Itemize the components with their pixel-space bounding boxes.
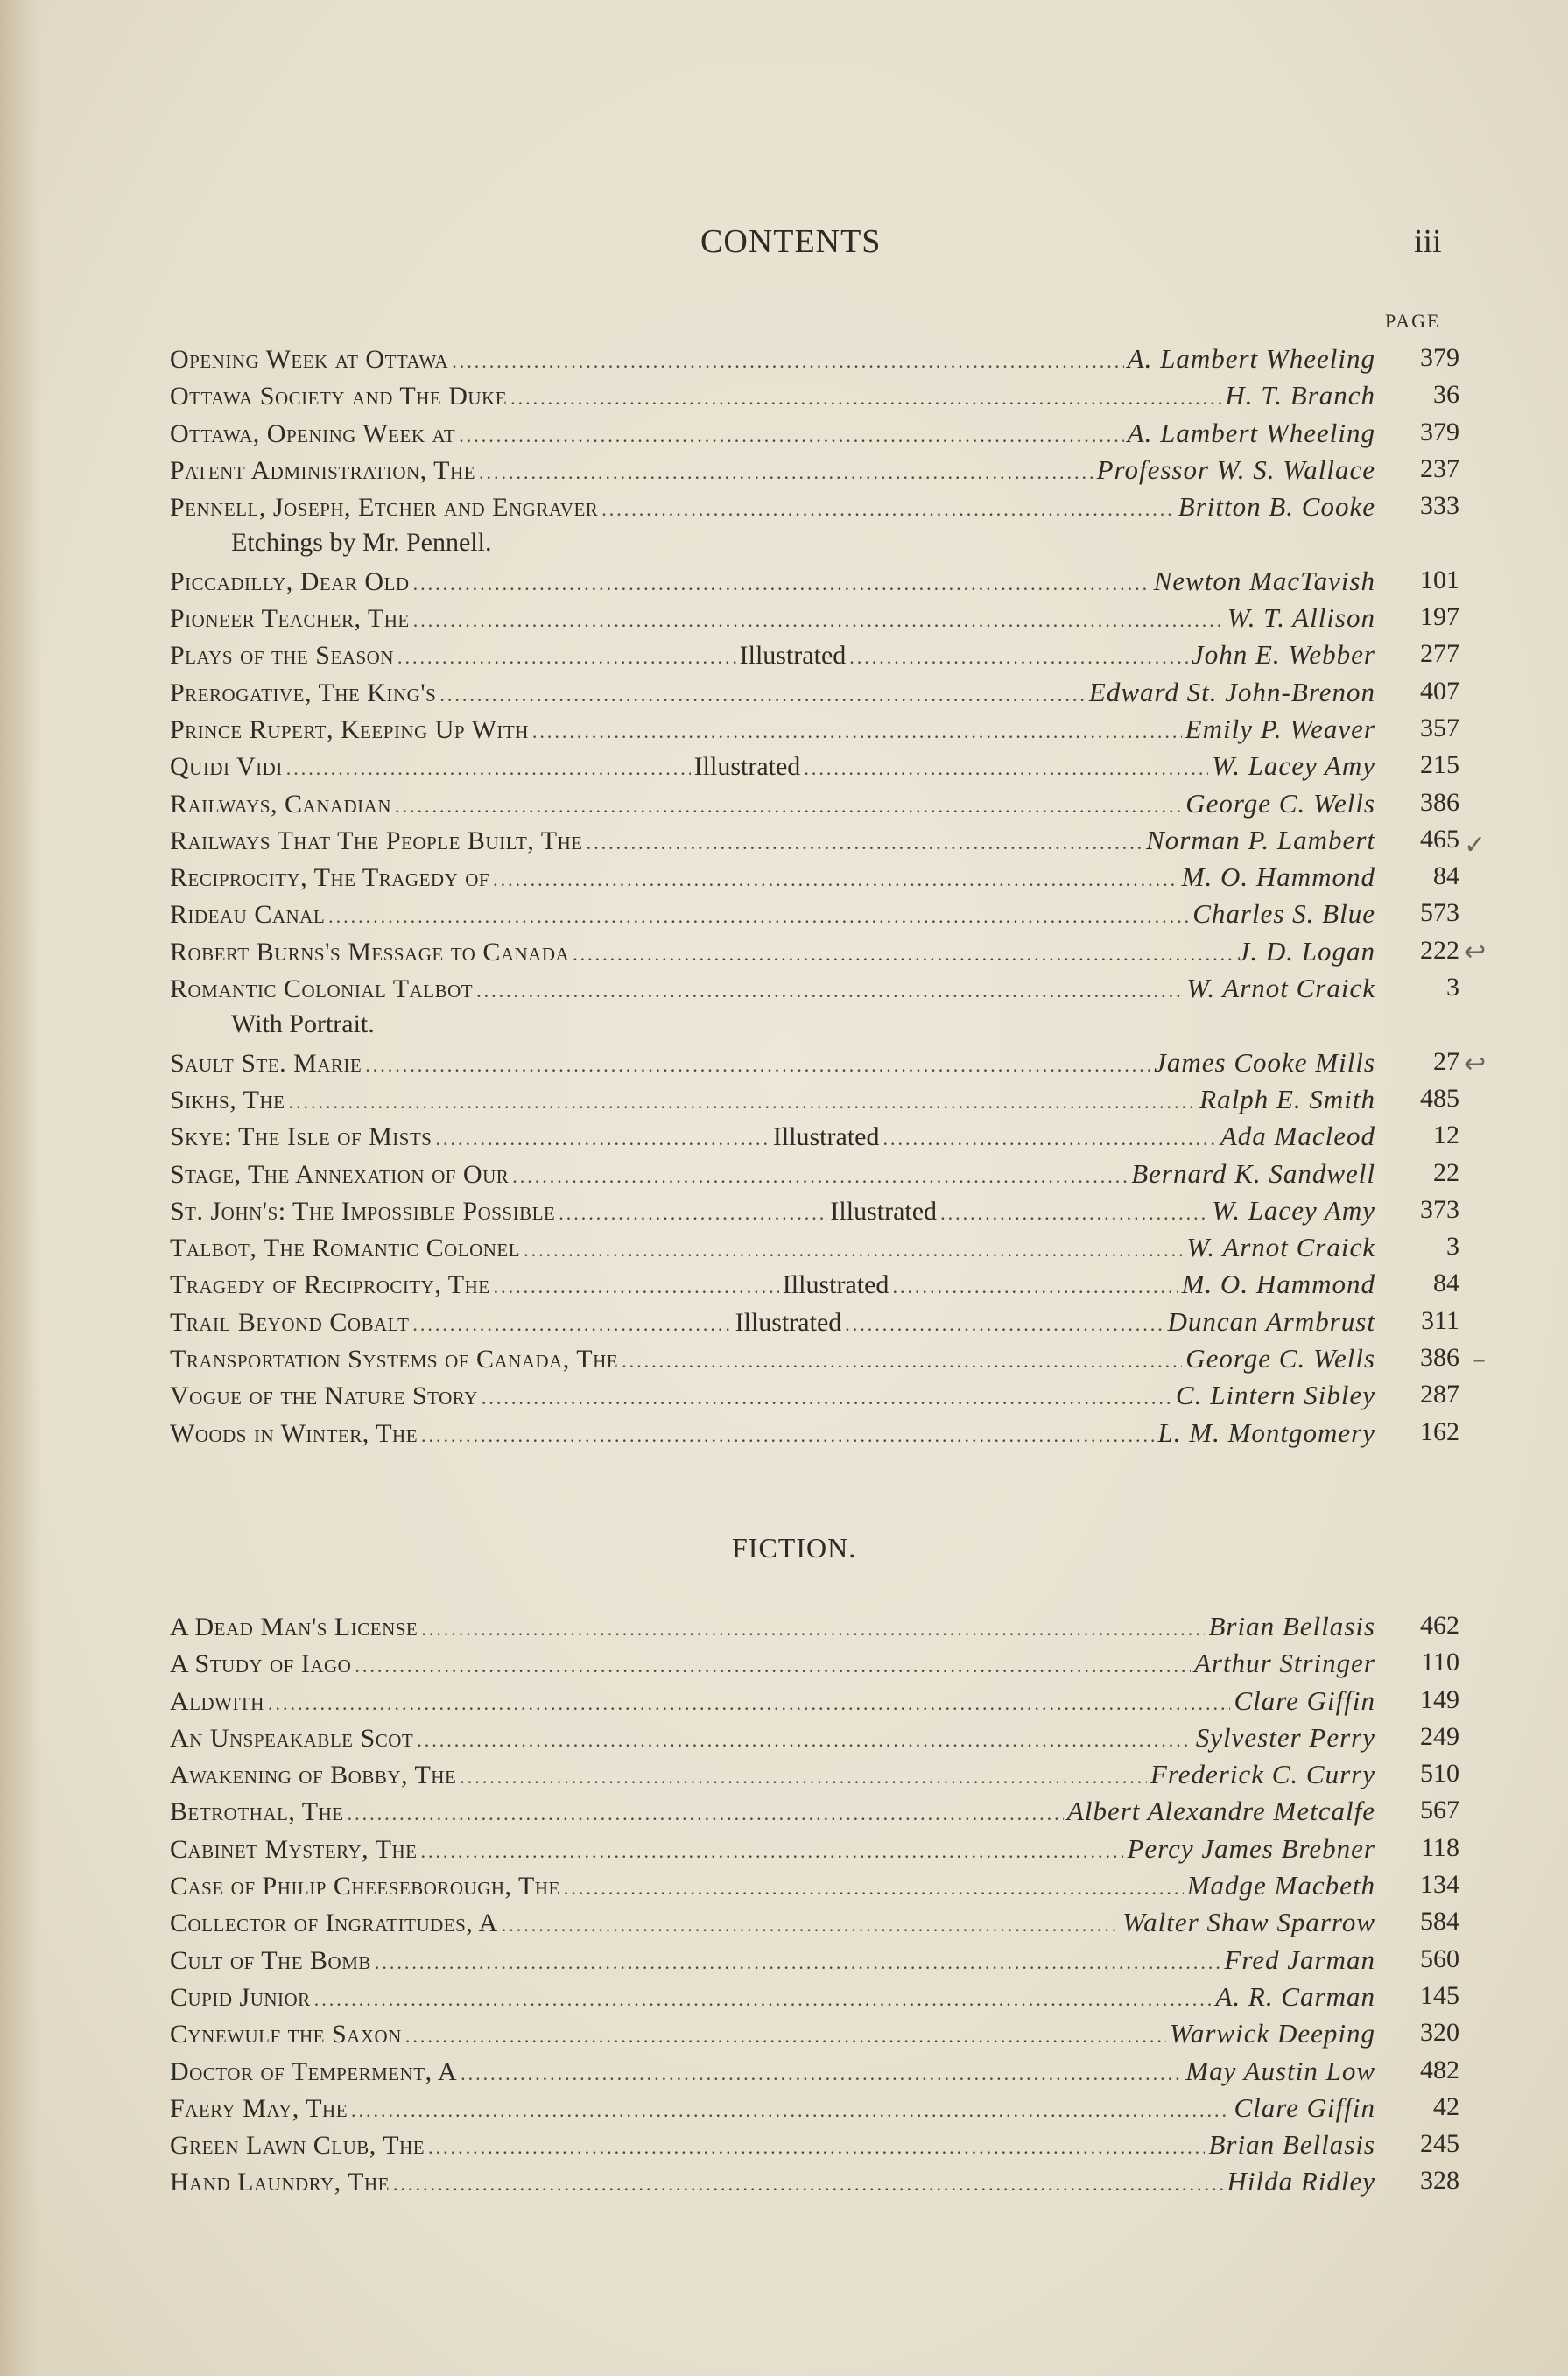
dot-leader: [460, 1766, 1147, 1789]
dot-leader: [286, 757, 691, 780]
entry-title: Quidi Vidi: [170, 752, 283, 782]
page-number: iii: [1414, 223, 1442, 260]
toc-entry: [170, 380, 1459, 417]
entry-author: Walter Shaw Sparrow: [1122, 1907, 1375, 1938]
toc-entry-main: [170, 1759, 1375, 1790]
entry-author: Hilda Ridley: [1227, 2166, 1375, 2197]
entry-title: Plays of the Season: [170, 641, 394, 671]
dot-leader: [428, 2136, 1205, 2159]
page-column-label: PAGE: [1385, 310, 1441, 332]
dot-leader: [459, 425, 1123, 447]
toc-entry: [170, 1648, 1459, 1684]
entry-page-number: 465: [1420, 824, 1459, 854]
toc-entry-main: [170, 1685, 1375, 1717]
toc-entry-main: [170, 1611, 1375, 1642]
entry-title: Tragedy of Reciprocity, The: [170, 1270, 490, 1300]
dot-leader: [439, 684, 1086, 706]
dot-leader: [452, 350, 1123, 373]
toc-entry-main: [170, 973, 1375, 1004]
entry-title: Railways, Canadian: [170, 789, 392, 819]
entry-page-number: 222: [1420, 935, 1459, 965]
entry-author: Ralph E. Smith: [1199, 1083, 1375, 1114]
entry-title: Collector of Ingratitudes, A: [170, 1909, 498, 1938]
toc-entry-main: [170, 1981, 1375, 2013]
dot-leader: [314, 1988, 1213, 2011]
toc-entry: [170, 1158, 1459, 1195]
entry-title: Cupid Junior: [170, 1982, 311, 2012]
toc-entry-main: [170, 2166, 1375, 2197]
entry-note: Illustrated: [782, 1270, 889, 1300]
dot-leader: [355, 1655, 1191, 1677]
toc-entry: [170, 1047, 1459, 1084]
entry-title: Sault Ste. Marie: [170, 1048, 362, 1078]
entry-page-number: 245: [1420, 2129, 1459, 2159]
dot-leader: [395, 795, 1182, 818]
entry-author: Clare Giffin: [1234, 2091, 1375, 2123]
toc-entry: [170, 714, 1459, 750]
entry-title: Green Lawn Club, The: [170, 2131, 425, 2161]
dot-leader: [882, 1128, 1216, 1150]
toc-entry: [170, 1611, 1459, 1648]
entry-author: Bernard K. Sandwell: [1131, 1157, 1375, 1189]
toc-entry-main: [170, 1944, 1375, 1976]
entry-subnote: With Portrait.: [231, 1009, 375, 1039]
dot-leader: [412, 1313, 731, 1336]
toc-entry-main: [170, 1047, 1375, 1079]
dot-leader: [420, 1840, 1123, 1863]
entry-page-number: 386: [1420, 787, 1459, 817]
toc-entry-main: [170, 677, 1375, 708]
toc-entry-main: [170, 454, 1375, 486]
entry-title: Piccadilly, Dear Old: [170, 566, 410, 596]
toc-entry-main: [170, 861, 1375, 893]
entry-author: A. Lambert Wheeling: [1127, 343, 1375, 374]
entry-author: Frederick C. Curry: [1150, 1759, 1375, 1790]
entry-author: James Cooke Mills: [1154, 1046, 1375, 1078]
toc-entry-main: [170, 1195, 1375, 1227]
margin-dash-mark: ↩: [1464, 937, 1487, 967]
entry-title: Opening Week at Ottawa: [170, 345, 449, 374]
entry-title: Stage, The Annexation of Our: [170, 1159, 510, 1189]
entry-title: Awakening of Bobby, The: [170, 1761, 457, 1790]
dot-leader: [393, 2173, 1224, 2196]
entry-author: Norman P. Lambert: [1146, 824, 1375, 855]
entry-page-number: 373: [1420, 1194, 1459, 1224]
dot-leader: [532, 721, 1182, 743]
toc-entry: [170, 1759, 1459, 1796]
entry-author: A. Lambert Wheeling: [1127, 417, 1375, 448]
entry-note: Illustrated: [735, 1307, 842, 1337]
toc-entry: [170, 825, 1459, 861]
entry-title: Romantic Colonial Talbot: [170, 974, 474, 1004]
entry-author: May Austin Low: [1185, 2055, 1375, 2086]
toc-entry: [170, 861, 1459, 898]
toc-entry-main: [170, 1648, 1375, 1679]
margin-dash-mark: ↩: [1464, 1049, 1487, 1079]
dot-leader: [804, 757, 1208, 780]
toc-entry-main: [170, 1232, 1375, 1263]
entry-title: Sikhs, The: [170, 1085, 285, 1114]
entry-author: M. O. Hammond: [1181, 1269, 1375, 1300]
dot-leader: [524, 1239, 1183, 1262]
toc-entry: [170, 1084, 1459, 1121]
entry-page-number: 118: [1421, 1832, 1459, 1862]
entry-page-number: 462: [1420, 1611, 1459, 1640]
toc-entry: [170, 2129, 1459, 2166]
toc-entry: [170, 1121, 1459, 1157]
toc-entry-main: [170, 1796, 1375, 1827]
toc-entry-main: [170, 1084, 1375, 1115]
entry-title: Hand Laundry, The: [170, 2168, 390, 2197]
toc-entry: [170, 936, 1459, 973]
dot-leader: [510, 387, 1221, 410]
dot-leader: [479, 461, 1093, 484]
entry-page-number: 277: [1420, 639, 1459, 669]
toc-entry: [170, 343, 1459, 380]
entry-note: Illustrated: [693, 752, 801, 782]
entry-page-number: 386: [1420, 1343, 1459, 1373]
entry-page-number: 3: [1446, 1232, 1459, 1262]
entry-title: Ottawa, Opening Week at: [170, 418, 456, 448]
toc-entry: [170, 491, 1459, 528]
dot-leader: [559, 1202, 826, 1225]
toc-entry-main: [170, 380, 1375, 411]
dot-leader: [397, 646, 736, 669]
entry-author: Ada Macleod: [1220, 1121, 1375, 1152]
entry-title: Talbot, The Romantic Colonel: [170, 1234, 521, 1263]
entry-author: M. O. Hammond: [1181, 861, 1375, 893]
entry-title: Patent Administration, The: [170, 455, 475, 485]
entry-page-number: 573: [1420, 898, 1459, 928]
entry-author: Albert Alexandre Metcalfe: [1066, 1796, 1375, 1827]
dot-leader: [494, 1276, 779, 1298]
entry-author: Britton B. Cooke: [1178, 491, 1375, 523]
dot-leader: [365, 1054, 1150, 1077]
entry-author: Emily P. Weaver: [1185, 713, 1375, 744]
dot-leader: [268, 1692, 1230, 1715]
toc-entry-main: [170, 639, 1375, 671]
entry-author: Madge Macbeth: [1186, 1870, 1375, 1902]
entry-title: Prerogative, The King's: [170, 678, 437, 707]
entry-page-number: 145: [1420, 1980, 1459, 2010]
dot-leader: [493, 868, 1178, 891]
entry-title: A Study of Iago: [170, 1649, 352, 1679]
dot-leader: [476, 980, 1183, 1002]
toc-entry-main: [170, 343, 1375, 375]
entry-page-number: 110: [1421, 1648, 1459, 1677]
entry-author: H. T. Branch: [1225, 380, 1375, 411]
toc-entry: [170, 418, 1459, 454]
entry-page-number: 407: [1420, 676, 1459, 706]
dot-leader: [413, 609, 1224, 632]
toc-entry: [170, 1944, 1459, 1981]
entry-page-number: 22: [1433, 1157, 1459, 1187]
entry-page-number: 3: [1446, 973, 1459, 1002]
toc-entry-main: [170, 566, 1375, 597]
dot-leader: [564, 1877, 1184, 1900]
toc-entry: [170, 1195, 1459, 1232]
entry-title: Ottawa Society and The Duke: [170, 382, 508, 411]
dot-leader: [573, 943, 1234, 966]
margin-dash-mark: –: [1473, 1345, 1486, 1375]
toc-entry: [170, 788, 1459, 825]
entry-title: Woods in Winter, The: [170, 1418, 418, 1448]
toc-entry-main: [170, 1722, 1375, 1754]
toc-entry-main: [170, 898, 1375, 930]
entry-note: Illustrated: [830, 1196, 938, 1226]
toc-entry: [170, 1380, 1459, 1416]
entry-title: Trail Beyond Cobalt: [170, 1307, 410, 1337]
dot-leader: [601, 498, 1174, 521]
entry-author: Brian Bellasis: [1208, 2129, 1375, 2161]
toc-entry-main: [170, 2056, 1375, 2087]
toc-entry: [170, 639, 1459, 676]
dot-leader: [375, 1951, 1221, 1974]
entry-author: George C. Wells: [1185, 787, 1375, 819]
toc-entry: [170, 1306, 1459, 1343]
entry-author: Brian Bellasis: [1208, 1611, 1375, 1641]
entry-page-number: 134: [1420, 1870, 1459, 1900]
toc-entry-main: [170, 1417, 1375, 1449]
page-title: CONTENTS: [700, 223, 882, 260]
toc-entry: [170, 1417, 1459, 1454]
entry-author: W. Arnot Craick: [1186, 1232, 1375, 1263]
toc-entry: [170, 1722, 1459, 1759]
toc-entry-main: [170, 714, 1375, 745]
entry-title: Pioneer Teacher, The: [170, 604, 410, 634]
fiction-heading: FICTION.: [732, 1532, 857, 1564]
toc-entry-main: [170, 1121, 1375, 1152]
entry-author: Fred Jarman: [1224, 1944, 1375, 1975]
toc-entry-main: [170, 2018, 1375, 2049]
dot-leader: [622, 1350, 1182, 1373]
entry-title: Reciprocity, The Tragedy of: [170, 863, 490, 893]
entry-title: Railways That The People Built, The: [170, 826, 583, 855]
toc-entry: [170, 677, 1459, 714]
toc-entry-main: [170, 1269, 1375, 1300]
entry-page-number: 320: [1420, 2018, 1459, 2048]
dot-leader: [502, 1914, 1119, 1937]
entry-author: Charles S. Blue: [1192, 898, 1375, 930]
entry-author: Warwick Deeping: [1169, 2018, 1375, 2049]
entry-author: Arthur Stringer: [1193, 1648, 1375, 1679]
toc-entry-main: [170, 602, 1375, 634]
entry-title: Pennell, Joseph, Etcher and Engraver: [170, 493, 599, 523]
dot-leader: [421, 1618, 1205, 1641]
entry-author: C. Lintern Sibley: [1176, 1380, 1375, 1411]
entry-page-number: 584: [1420, 1907, 1459, 1937]
toc-entry: [170, 973, 1459, 1009]
toc-entry: [170, 1833, 1459, 1870]
toc-entry: [170, 1343, 1459, 1380]
entry-page-number: 287: [1420, 1380, 1459, 1409]
dot-leader: [849, 646, 1188, 669]
toc-entry-main: [170, 1907, 1375, 1938]
entry-title: Skye: The Isle of Mists: [170, 1122, 432, 1152]
dot-leader: [892, 1276, 1178, 1298]
entry-subnote-row: [170, 528, 1459, 565]
toc-entry: [170, 750, 1459, 787]
toc-entry-main: [170, 2129, 1375, 2161]
toc-entry-main: [170, 936, 1375, 967]
entry-page-number: 12: [1433, 1121, 1459, 1150]
entry-author: W. Arnot Craick: [1186, 973, 1375, 1004]
dot-leader: [940, 1202, 1208, 1225]
toc-entry: [170, 898, 1459, 935]
entry-author: A. R. Carman: [1215, 1980, 1375, 2012]
entry-author: Percy James Brebner: [1127, 1832, 1375, 1864]
toc-entry-main: [170, 1306, 1375, 1338]
toc-entry: [170, 1232, 1459, 1269]
page-binding-edge: [0, 0, 40, 2376]
toc-entry-main: [170, 825, 1375, 856]
entry-author: J. D. Logan: [1237, 935, 1375, 967]
entry-page-number: 27: [1433, 1046, 1459, 1076]
toc-entry-main: [170, 1870, 1375, 1902]
entry-page-number: 215: [1420, 750, 1459, 780]
entry-page-number: 84: [1433, 1269, 1459, 1298]
dot-leader: [288, 1091, 1196, 1114]
toc-entry: [170, 1796, 1459, 1832]
entry-title: Transportation Systems of Canada, The: [170, 1345, 619, 1374]
toc-entry: [170, 2018, 1459, 2055]
toc-entry-main: [170, 1343, 1375, 1374]
toc-entry-main: [170, 1380, 1375, 1411]
dot-leader: [328, 905, 1189, 928]
entry-author: W. Lacey Amy: [1212, 1194, 1375, 1226]
toc-entry-main: [170, 491, 1375, 523]
entry-page-number: 357: [1420, 713, 1459, 742]
entry-author: George C. Wells: [1185, 1343, 1375, 1374]
dot-leader: [461, 2063, 1182, 2085]
entry-title: Case of Philip Cheeseborough, The: [170, 1872, 560, 1902]
entry-page-number: 197: [1420, 602, 1459, 632]
toc-entry: [170, 1685, 1459, 1722]
dot-leader: [512, 1165, 1128, 1188]
entry-title: Prince Rupert, Keeping Up With: [170, 714, 529, 744]
entry-title: Vogue of the Nature Story: [170, 1381, 478, 1411]
entry-page-number: 379: [1420, 417, 1459, 446]
margin-checkmark: ✓: [1464, 830, 1487, 861]
entry-page-number: 249: [1420, 1721, 1459, 1751]
entry-title: Cabinet Mystery, The: [170, 1834, 418, 1864]
toc-entry: [170, 1981, 1459, 2018]
toc-entry-main: [170, 418, 1375, 449]
entry-title: Betrothal, The: [170, 1797, 344, 1827]
entry-author: Duncan Armbrust: [1167, 1305, 1375, 1337]
entry-author: Newton MacTavish: [1153, 565, 1375, 596]
entry-title: St. John's: The Impossible Possible: [170, 1196, 556, 1226]
entry-page-number: 101: [1420, 565, 1459, 594]
entry-page-number: 333: [1420, 491, 1459, 521]
toc-entry: [170, 566, 1459, 602]
entry-author: L. M. Montgomery: [1157, 1416, 1375, 1448]
entry-title: Cynewulf the Saxon: [170, 2020, 402, 2049]
toc-entry: [170, 2092, 1459, 2129]
entry-note: Illustrated: [739, 641, 847, 671]
toc-entry-main: [170, 1158, 1375, 1190]
dot-leader: [351, 2099, 1230, 2122]
dot-leader: [845, 1313, 1164, 1336]
entry-page-number: 379: [1420, 343, 1459, 372]
entry-author: Professor W. S. Wallace: [1096, 453, 1375, 485]
entry-title: Doctor of Temperment, A: [170, 2056, 458, 2086]
toc-entry: [170, 1269, 1459, 1305]
toc-entry: [170, 2056, 1459, 2092]
entry-page-number: 311: [1421, 1305, 1459, 1335]
dot-leader: [587, 832, 1143, 854]
toc-entry: [170, 1907, 1459, 1944]
entry-title: Aldwith: [170, 1686, 264, 1716]
entry-subnote-row: [170, 1009, 1459, 1046]
entry-title: Cult of The Bomb: [170, 1945, 371, 1975]
dot-leader: [405, 2025, 1166, 2048]
entry-page-number: 162: [1420, 1416, 1459, 1446]
entry-subnote: Etchings by Mr. Pennell.: [231, 528, 492, 558]
entry-page-number: 482: [1420, 2055, 1459, 2084]
dot-leader: [417, 1729, 1192, 1752]
entry-page-number: 237: [1420, 453, 1459, 483]
toc-entry-main: [170, 2092, 1375, 2124]
entry-page-number: 485: [1420, 1083, 1459, 1113]
entry-title: Robert Burns's Message to Canada: [170, 937, 570, 967]
dot-leader: [421, 1424, 1154, 1447]
entry-page-number: 84: [1433, 861, 1459, 891]
toc-entry-main: [170, 750, 1375, 782]
entry-author: W. T. Allison: [1227, 602, 1375, 634]
entry-page-number: 42: [1433, 2091, 1459, 2121]
toc-entry: [170, 454, 1459, 491]
toc-entry: [170, 602, 1459, 639]
entry-page-number: 510: [1420, 1759, 1459, 1789]
dot-leader: [348, 1803, 1064, 1825]
entry-author: John E. Webber: [1191, 639, 1375, 671]
entry-author: W. Lacey Amy: [1212, 750, 1375, 782]
toc-entry: [170, 2166, 1459, 2203]
entry-title: Rideau Canal: [170, 900, 326, 930]
toc-entry: [170, 1870, 1459, 1907]
entry-page-number: 149: [1420, 1684, 1459, 1714]
fiction-list: [170, 1611, 1459, 2204]
entry-note: Illustrated: [772, 1122, 880, 1152]
entry-page-number: 567: [1420, 1796, 1459, 1825]
entry-title: A Dead Man's License: [170, 1613, 418, 1641]
entry-title: Faery May, The: [170, 2093, 348, 2123]
toc-entry-main: [170, 1833, 1375, 1865]
entry-author: Clare Giffin: [1234, 1684, 1375, 1716]
entry-title: An Unspeakable Scot: [170, 1723, 414, 1753]
entry-page-number: 560: [1420, 1944, 1459, 1973]
entry-page-number: 36: [1433, 380, 1459, 410]
entry-author: Edward St. John-Brenon: [1088, 676, 1375, 707]
dot-leader: [413, 573, 1150, 595]
dot-leader: [435, 1128, 769, 1150]
toc-entry-main: [170, 788, 1375, 819]
dot-leader: [482, 1387, 1172, 1409]
articles-list: [170, 343, 1459, 1454]
entry-page-number: 328: [1420, 2166, 1459, 2196]
entry-author: Sylvester Perry: [1195, 1721, 1375, 1753]
